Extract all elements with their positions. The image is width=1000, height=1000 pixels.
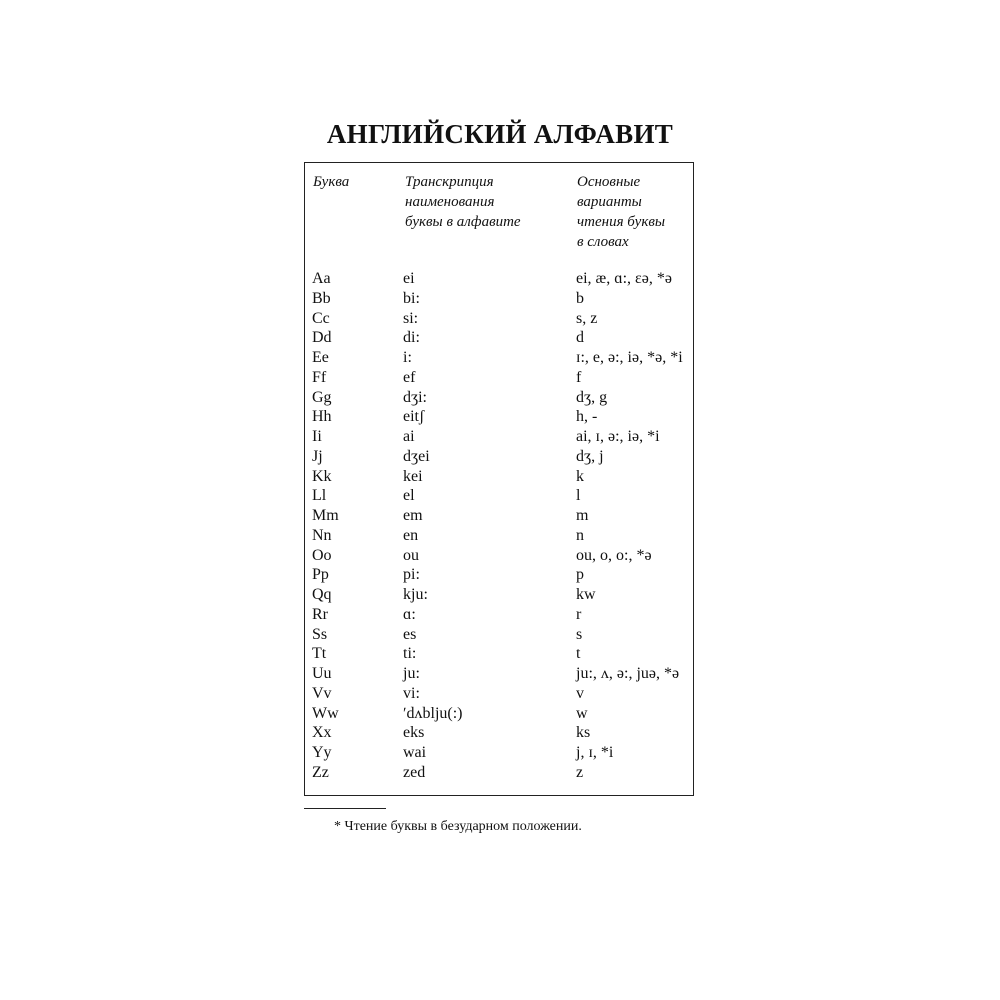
letter-cell: Qq — [312, 586, 332, 603]
letter-cell: Ff — [312, 368, 327, 386]
transcription-cell: es — [403, 625, 417, 643]
transcription-cell: wai — [403, 744, 427, 761]
header-reading: Основные варианты чтения буквы в словах — [577, 174, 666, 250]
reading-cell: t — [576, 645, 581, 663]
transcription-cell: en — [403, 526, 419, 544]
reading-cell: v — [576, 684, 584, 702]
transcription-cell: i: — [403, 349, 412, 366]
table-row — [305, 526, 693, 546]
reading-cell: s, z — [576, 309, 598, 327]
transcription-cell: kju: — [403, 586, 428, 603]
letter-cell: Ll — [312, 487, 327, 505]
letter-cell: Bb — [312, 289, 331, 307]
transcription-cell: dʒei — [403, 447, 430, 465]
letter-cell: Pp — [312, 566, 329, 584]
header-transcription: Транскрипция наименования буквы в алфавите — [405, 174, 521, 230]
reading-cell: s — [576, 625, 583, 643]
letter-cell: Dd — [312, 329, 332, 347]
table-row — [305, 763, 693, 783]
transcription-cell: si: — [403, 309, 419, 327]
transcription-cell: el — [403, 487, 415, 505]
transcription-cell: dʒi: — [403, 388, 427, 406]
reading-cell: ɪ:, e, ə:, iə, *ə, *i — [576, 349, 683, 366]
transcription-cell: ou — [403, 546, 419, 564]
letter-cell: Kk — [312, 467, 332, 485]
table-row — [305, 585, 693, 605]
table-row — [305, 664, 693, 684]
table-row — [305, 309, 693, 329]
reading-cell: ai, ɪ, ə:, iə, *i — [576, 428, 660, 445]
reading-cell: f — [576, 368, 582, 386]
reading-cell: ei, æ, ɑ:, ɛə, *ə — [576, 270, 672, 287]
transcription-cell: ai — [403, 428, 415, 445]
table-row — [305, 407, 693, 427]
table-row — [305, 704, 693, 724]
letter-cell: Xx — [312, 724, 332, 742]
table-row — [305, 368, 693, 388]
transcription-cell: eitʃ — [403, 408, 425, 426]
letter-cell: Aa — [312, 270, 331, 287]
letter-cell: Zz — [312, 763, 329, 781]
transcription-cell: ti: — [403, 645, 417, 663]
transcription-cell: vi: — [403, 684, 420, 702]
transcription-cell: ei — [403, 270, 415, 287]
transcription-cell: zed — [403, 763, 426, 781]
letter-cell: Cc — [312, 309, 330, 327]
transcription-cell: ef — [403, 368, 416, 386]
table-row — [305, 644, 693, 664]
table-row — [305, 625, 693, 645]
letter-cell: Ii — [312, 428, 322, 445]
reading-cell: j, ɪ, *i — [576, 744, 614, 761]
reading-cell: dʒ, j — [576, 447, 604, 465]
transcription-cell: pi: — [403, 566, 420, 584]
reading-cell: r — [576, 605, 582, 623]
table-row — [305, 486, 693, 506]
transcription-cell: em — [403, 507, 423, 524]
reading-cell: b — [576, 289, 584, 307]
reading-cell: l — [576, 487, 581, 505]
letter-cell: Jj — [312, 447, 323, 465]
table-row — [305, 684, 693, 704]
transcription-cell: kei — [403, 467, 423, 485]
table-row — [305, 427, 693, 447]
table-row — [305, 723, 693, 743]
letter-cell: Ee — [312, 349, 329, 366]
reading-cell: ju:, ʌ, ə:, juə, *ə — [576, 665, 680, 682]
table-row — [305, 506, 693, 526]
reading-cell: p — [576, 566, 584, 584]
letter-cell: Mm — [312, 507, 339, 524]
reading-cell: k — [576, 467, 584, 485]
table-row — [305, 546, 693, 566]
footnote: * Чтение буквы в безударном положении. — [334, 819, 582, 834]
table-body — [305, 269, 693, 783]
reading-cell: ks — [576, 724, 591, 742]
alphabet-table — [304, 162, 694, 796]
reading-cell: w — [576, 704, 588, 722]
reading-cell: h, - — [576, 408, 598, 426]
letter-cell: Ww — [312, 704, 339, 722]
letter-cell: Tt — [312, 645, 327, 663]
transcription-cell: ʹdʌblju(:) — [403, 704, 463, 722]
letter-cell: Yy — [312, 744, 332, 761]
table-row — [305, 289, 693, 309]
letter-cell: Nn — [312, 526, 332, 544]
letter-cell: Gg — [312, 388, 332, 406]
letter-cell: Rr — [312, 605, 328, 623]
table-row — [305, 565, 693, 585]
letter-cell: Vv — [312, 684, 332, 702]
reading-cell: d — [576, 329, 584, 347]
transcription-cell: ɑ: — [403, 605, 416, 623]
transcription-cell: di: — [403, 329, 420, 347]
table-row — [305, 447, 693, 467]
letter-cell: Uu — [312, 665, 332, 682]
table-row — [305, 348, 693, 368]
page-title: АНГЛИЙСКИЙ АЛФАВИТ — [326, 119, 674, 149]
reading-cell: kw — [576, 586, 596, 603]
table-row — [305, 467, 693, 487]
reading-cell: ou, o, o:, *ə — [576, 546, 652, 564]
reading-cell: n — [576, 526, 584, 544]
header-letter: Буква — [313, 174, 350, 190]
reading-cell: dʒ, g — [576, 388, 608, 406]
footnote-divider — [304, 808, 386, 809]
reading-cell: m — [576, 507, 589, 524]
table-row — [305, 388, 693, 408]
table-row — [305, 743, 693, 763]
letter-cell: Ss — [312, 625, 328, 643]
table-row — [305, 328, 693, 348]
table-row — [305, 269, 693, 289]
table-row — [305, 605, 693, 625]
transcription-cell: bi: — [403, 289, 420, 307]
letter-cell: Oo — [312, 546, 332, 564]
transcription-cell: eks — [403, 724, 425, 742]
transcription-cell: ju: — [403, 665, 420, 682]
reading-cell: z — [576, 763, 584, 781]
letter-cell: Hh — [312, 408, 332, 426]
